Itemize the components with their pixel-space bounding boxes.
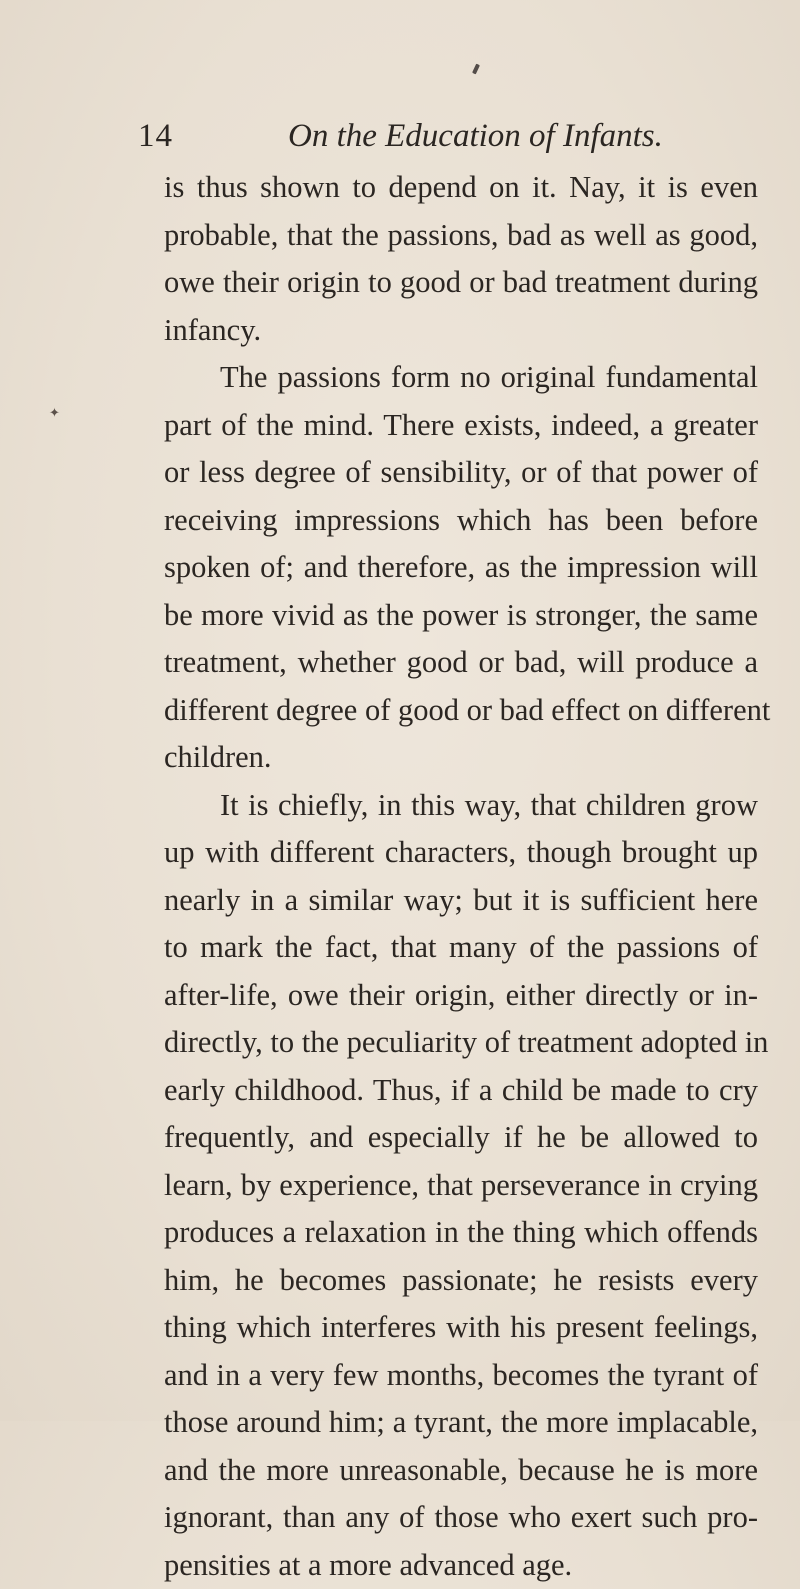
text-line: up with different characters, though brought up	[164, 829, 758, 877]
body-text	[164, 164, 758, 1589]
text-line: It is chiefly, in this way, that children grow	[164, 782, 758, 830]
text-line: ignorant, than any of those who exert such pro-	[164, 1494, 758, 1542]
ink-speck-icon	[472, 64, 480, 75]
text-line: different degree of good or bad effect on different	[164, 687, 758, 735]
text-line: probable, that the passions, bad as well as good,	[164, 212, 758, 260]
paragraph	[164, 164, 758, 354]
text-line: is thus shown to depend on it. Nay, it is even	[164, 164, 758, 212]
text-line: learn, by experience, that perseverance in crying	[164, 1162, 758, 1210]
text-line: treatment, whether good or bad, will produce a	[164, 639, 758, 687]
text-line: to mark the fact, that many of the passions of	[164, 924, 758, 972]
text-line: or less degree of sensibility, or of that power of	[164, 449, 758, 497]
text-line: thing which interferes with his present feelings,	[164, 1304, 758, 1352]
paragraph	[164, 354, 758, 782]
text-line: receiving impressions which has been before	[164, 497, 758, 545]
text-line: and in a very few months, becomes the tyrant of	[164, 1352, 758, 1400]
running-title: On the Education of Infants.	[288, 116, 663, 156]
text-line: owe their origin to good or bad treatment during	[164, 259, 758, 307]
page-number: 14	[138, 116, 173, 156]
text-line: early childhood. Thus, if a child be made to cry	[164, 1067, 758, 1115]
text-line: and the more unreasonable, because he is more	[164, 1447, 758, 1495]
text-line: him, he becomes passionate; he resists every	[164, 1257, 758, 1305]
text-line: after-life, owe their origin, either directly or in-	[164, 972, 758, 1020]
blot-mark-icon: ✦	[49, 408, 61, 420]
text-line: nearly in a similar way; but it is sufficient here	[164, 877, 758, 925]
text-line: infancy.	[164, 307, 758, 355]
text-line: pensities at a more advanced age.	[164, 1542, 758, 1589]
paragraph	[164, 782, 758, 1589]
text-line: produces a relaxation in the thing which offends	[164, 1209, 758, 1257]
running-head	[138, 116, 758, 156]
text-line: spoken of; and therefore, as the impression will	[164, 544, 758, 592]
text-line: part of the mind. There exists, indeed, a greater	[164, 402, 758, 450]
text-line: children.	[164, 734, 758, 782]
text-line: those around him; a tyrant, the more implacable,	[164, 1399, 758, 1447]
text-line: directly, to the peculiarity of treatment adopted in	[164, 1019, 758, 1067]
text-line: frequently, and especially if he be allowed to	[164, 1114, 758, 1162]
text-line: be more vivid as the power is stronger, the same	[164, 592, 758, 640]
text-line: The passions form no original fundamental	[164, 354, 758, 402]
